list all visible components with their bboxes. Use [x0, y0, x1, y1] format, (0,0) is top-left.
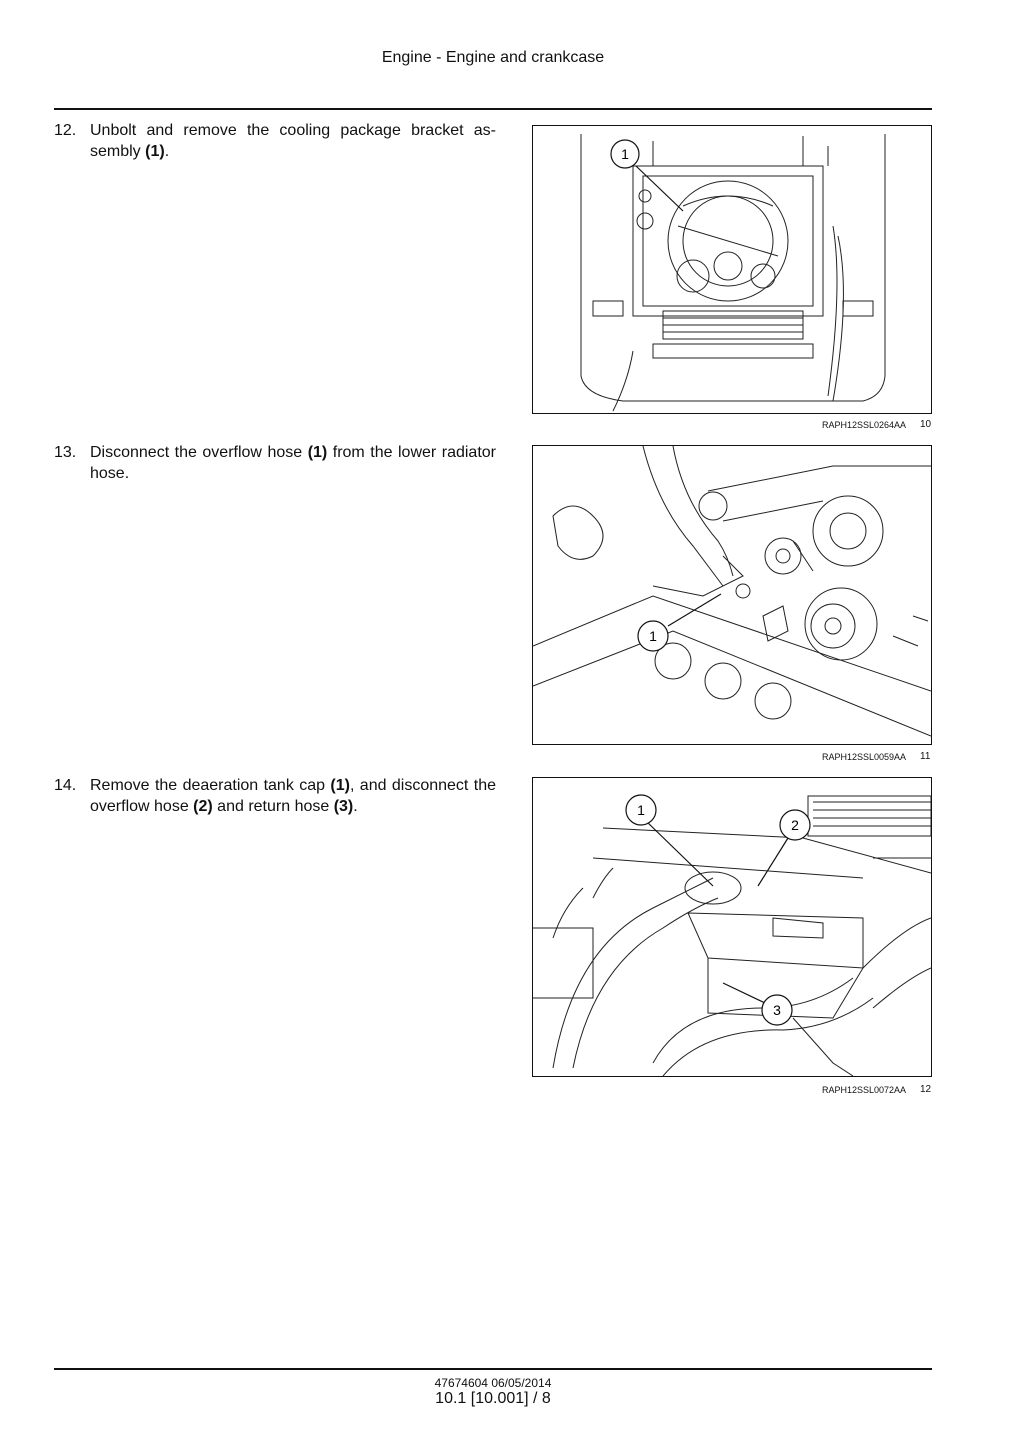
- step-12: [54, 120, 496, 162]
- figure-cooling-package-bracket: [532, 125, 932, 414]
- engine-illustration: [533, 126, 931, 413]
- step-14: [54, 775, 496, 817]
- callout-reference: (1): [307, 444, 328, 461]
- callout-label: 1: [649, 628, 657, 644]
- footer-page-number: 10.1 [10.001] / 8: [435, 1390, 551, 1407]
- footer-rule: [54, 1368, 932, 1370]
- figure-deaeration-tank: [532, 777, 932, 1077]
- engine-illustration: [533, 778, 931, 1076]
- callout-label: 1: [621, 146, 629, 162]
- step-13: [54, 442, 496, 484]
- figure-number: 12: [920, 1084, 932, 1095]
- footer-doc-info: 47674604 06/05/2014: [434, 1376, 552, 1390]
- figure-number: 11: [920, 751, 931, 762]
- callout-label: 2: [791, 817, 799, 833]
- figure-overflow-hose: [532, 445, 932, 745]
- figure-number: 10: [920, 419, 932, 430]
- header-rule: [54, 108, 932, 110]
- callout-label: 3: [773, 1002, 781, 1018]
- callout-label: 1: [637, 802, 645, 818]
- figure-reference: RAPH12SSL0264AA: [822, 420, 907, 430]
- step-number: 12.: [54, 122, 77, 139]
- step-text: Unbolt and remove the cooling package bracket assembly (1).: [90, 122, 496, 160]
- callout-reference: (2): [193, 798, 213, 815]
- callout-reference: (1): [145, 143, 165, 160]
- callout-reference: (1): [330, 777, 350, 794]
- page-header-title: Engine - Engine and crankcase: [381, 49, 605, 66]
- step-number: 14.: [54, 777, 77, 794]
- engine-illustration: [533, 446, 931, 744]
- callout-reference: (3): [333, 798, 354, 815]
- step-number: 13.: [54, 444, 77, 461]
- figure-reference: RAPH12SSL0059AA: [822, 752, 907, 762]
- step-text: Disconnect the overflow hose (1) from the lower radiator hose.: [90, 444, 496, 482]
- step-text: Remove the deaeration tank cap (1), and disconnect the overflow hose (2) and return hose (3).: [90, 777, 496, 815]
- figure-reference: RAPH12SSL0072AA: [822, 1085, 907, 1095]
